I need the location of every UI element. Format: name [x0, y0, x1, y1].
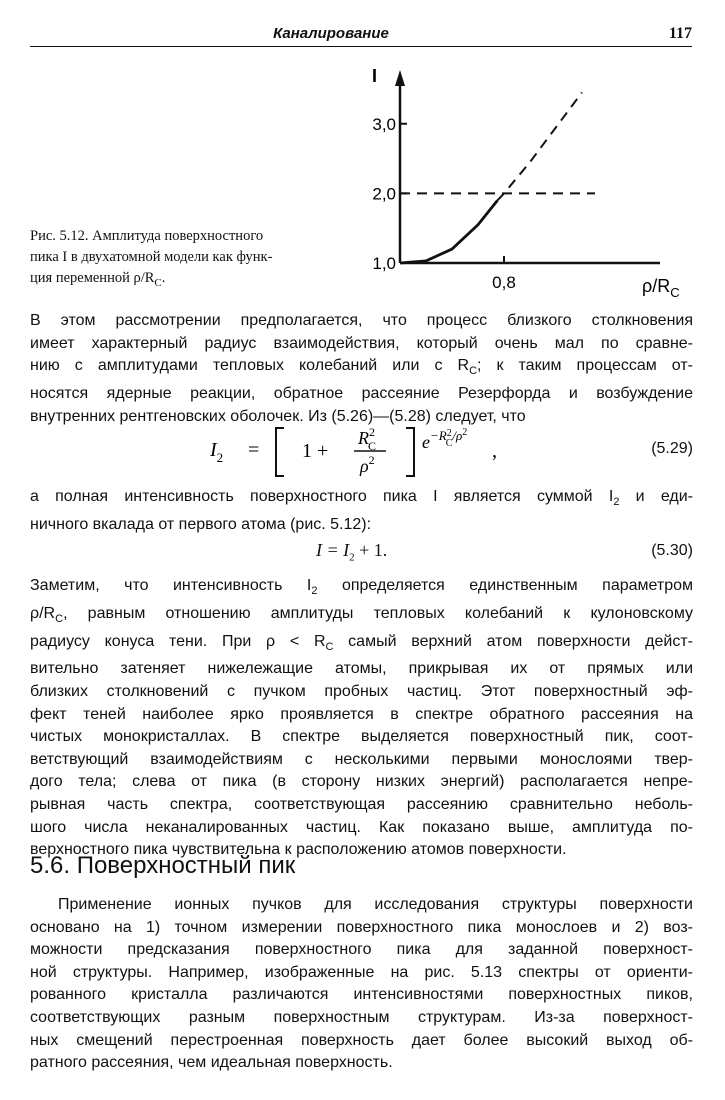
- caption-line-3-text: ция переменной ρ/R: [30, 270, 155, 286]
- y-axis-label: I: [372, 66, 378, 86]
- paragraph-2: [30, 486, 693, 536]
- eq529-lhs-var: I: [210, 439, 217, 461]
- para3-line-4: вительно затеняет нижележащие атомы, прикрывая их от прямых или: [30, 660, 693, 678]
- x-axis-label-sub: C: [670, 285, 680, 298]
- running-title: Каналирование: [273, 25, 389, 42]
- x-tick-label: 0,8: [492, 273, 516, 292]
- para3-line-12: верхностного пика чувствительна к расположению атомов поверхности.: [30, 841, 567, 859]
- para3-line-10: рывная часть спектра, соответствующая рассеянию сравнительно неболь-: [30, 795, 693, 813]
- para4-line-6: соответствующих разным поверхностным структурам. Из-за поверхност-: [30, 1008, 693, 1026]
- para2-line-1b: и еди-: [619, 488, 694, 505]
- eq529-comma: ,: [492, 440, 497, 462]
- para3-line-1: [30, 575, 693, 603]
- equation-5-29: [30, 424, 693, 474]
- eq529-lhs: [209, 439, 223, 465]
- para2-line-1a: а полная интенсивность поверхностного пика I является суммой I: [30, 488, 614, 505]
- right-bracket: [406, 428, 414, 476]
- eq529-one-plus: 1 +: [302, 440, 329, 462]
- y-axis-arrow: [395, 70, 405, 86]
- para1-line-1: В этом рассмотрении предполагается, что процесс близкого столкновения: [30, 312, 693, 329]
- chart-svg: [360, 58, 700, 298]
- para3-line-3b: самый верхний атом поверхности дейст-: [333, 632, 693, 650]
- eq529-lhs-sub: 2: [216, 450, 224, 465]
- caption-end: .: [161, 270, 166, 286]
- running-header: [30, 22, 692, 47]
- para2-line-2: ничного вкалада от первого атома (рис. 5.12):: [30, 515, 372, 533]
- figure-caption: [30, 226, 350, 294]
- para3-line-3a: радиусу конуса тени. При ρ < R: [30, 632, 326, 650]
- para1-line-3b: ; к таким процессам от-: [477, 357, 694, 375]
- eq529-num-sup: 2: [369, 425, 375, 439]
- caption-line-2: пика I в двухатомной модели как функ-: [30, 249, 273, 265]
- y-tick-label: 3,0: [372, 114, 396, 134]
- para3-line-7: чистых монокристаллах. В спектре выделяется поверхностный пик, соот-: [30, 728, 693, 746]
- paragraph-3: [30, 575, 693, 862]
- eq529-exp: −R: [430, 428, 447, 443]
- equation-number-5-30: (5.30): [651, 542, 693, 559]
- eq529-numerator: [357, 425, 376, 453]
- para1-line-4: носятся ядерные реакции, обратное рассеяние Резерфорда и возбуждение: [30, 384, 693, 402]
- caption-sub: C: [154, 276, 162, 289]
- series-group: [400, 92, 595, 263]
- para1-line-5: внутренних рентгеновских оболочек. Из (5.26)—(5.28) следует, что: [30, 407, 526, 425]
- para4-line-4: ной структуры. Например, изображенные на рис. 5.13 спектры от ориенти-: [30, 963, 693, 981]
- para1-line-3: [30, 355, 693, 383]
- paragraph-1: [30, 310, 693, 428]
- rc-sub-2: C: [55, 612, 64, 625]
- left-bracket: [276, 428, 284, 476]
- para1-line-3a: нию с амплитудами тепловых колебаний или с R: [30, 357, 470, 375]
- eq529-num-var: R: [358, 428, 369, 448]
- y-tick-label: 1,0: [372, 254, 396, 273]
- equation-number-5-29: (5.29): [651, 440, 693, 457]
- equation-5-30: [30, 540, 693, 570]
- eq529-exp-base: e: [422, 432, 430, 452]
- para3-line-1b: определяется единственным параметром: [317, 577, 693, 594]
- x-axis-label-main: ρ/R: [642, 276, 671, 296]
- x-axis-label: [642, 276, 680, 298]
- para3-line-9: дого тела; слева от пика (в сторону низких энергий) располагается непре-: [30, 773, 693, 791]
- eq530-sub: 2: [349, 551, 355, 564]
- para4-line-2: основано на 1) точном измерении поверхностного пика монослоев и 2) воз-: [30, 918, 693, 936]
- section-heading: 5.6. Поверхностный пик: [30, 852, 296, 879]
- eq529-exp-tail-sup: 2: [462, 427, 468, 438]
- series-line-1: [400, 200, 498, 263]
- para1-line-2: имеет характерный радиус взаимодействия, который очень мал по сравне-: [30, 334, 693, 352]
- para3-line-6: фект теней наиболее ярко проявляется в спектре обратного рассеяния на: [30, 705, 693, 723]
- para4-line-5: рованного кристалла различаются интенсивностями поверхностных пиков,: [30, 986, 693, 1004]
- para3-line-1a: Заметим, что интенсивность I: [30, 577, 312, 594]
- eq529-equals: =: [248, 439, 260, 461]
- para3-line-5: близких столкновений с пучком пробных частиц. Этот поверхностный эф-: [30, 682, 693, 700]
- equation-5-29-svg: [200, 424, 720, 480]
- eq529-exponential: [422, 427, 467, 452]
- eq529-exp-sup: 2: [446, 428, 452, 439]
- rc-sub-3: C: [325, 640, 334, 653]
- eq529-den-var: ρ: [360, 456, 369, 476]
- eq530-formula: [316, 540, 387, 564]
- rc-sub: C: [469, 365, 478, 378]
- eq529-exp-sub: C: [445, 438, 453, 449]
- series-line-2: [498, 92, 583, 200]
- i2-sub: 2: [613, 496, 620, 509]
- para4-line-1: Применение ионных пучков для исследования структуры поверхности: [58, 896, 693, 913]
- para3-line-3: [30, 631, 693, 659]
- eq529-denominator: [359, 453, 375, 476]
- caption-line-3: [30, 268, 350, 294]
- eq529-exp-tail: /ρ: [452, 428, 463, 443]
- para4-line-8: ратного рассеяния, чем идеальная поверхность.: [30, 1054, 393, 1072]
- para3-line-2a: ρ/R: [30, 604, 56, 622]
- eq529-num-sub: C: [368, 439, 377, 453]
- figure-5-12-chart: [360, 58, 700, 298]
- eq529-den-sup: 2: [368, 453, 375, 467]
- paragraph-4: [30, 894, 693, 1075]
- para3-line-8: ветствующий взаимодействиям с несколькими первыми монослоями твер-: [30, 750, 693, 768]
- eq530-text-b: + 1.: [354, 540, 388, 560]
- i2-sub-2: 2: [311, 585, 318, 598]
- caption-line-1: Рис. 5.12. Амплитуда поверхностного: [30, 228, 264, 244]
- para4-line-3: можности предсказания поверхностного пика для заданной поверхност-: [30, 941, 693, 959]
- para2-line-1: [30, 486, 693, 514]
- y-tick-label: 2,0: [372, 184, 396, 204]
- para4-line-7: ных смещений перестроенная поверхность дает более высокий выход об-: [30, 1031, 693, 1049]
- para3-line-11: шого числа неканалированных частиц. Как показано выше, амплитуда по-: [30, 818, 693, 836]
- eq530-text-a: I = I: [316, 540, 350, 560]
- page-number: 117: [668, 25, 692, 42]
- para3-line-2: [30, 603, 693, 631]
- para3-line-2b: , равным отношению амплитуды тепловых колебаний к кулоновскому: [63, 604, 693, 622]
